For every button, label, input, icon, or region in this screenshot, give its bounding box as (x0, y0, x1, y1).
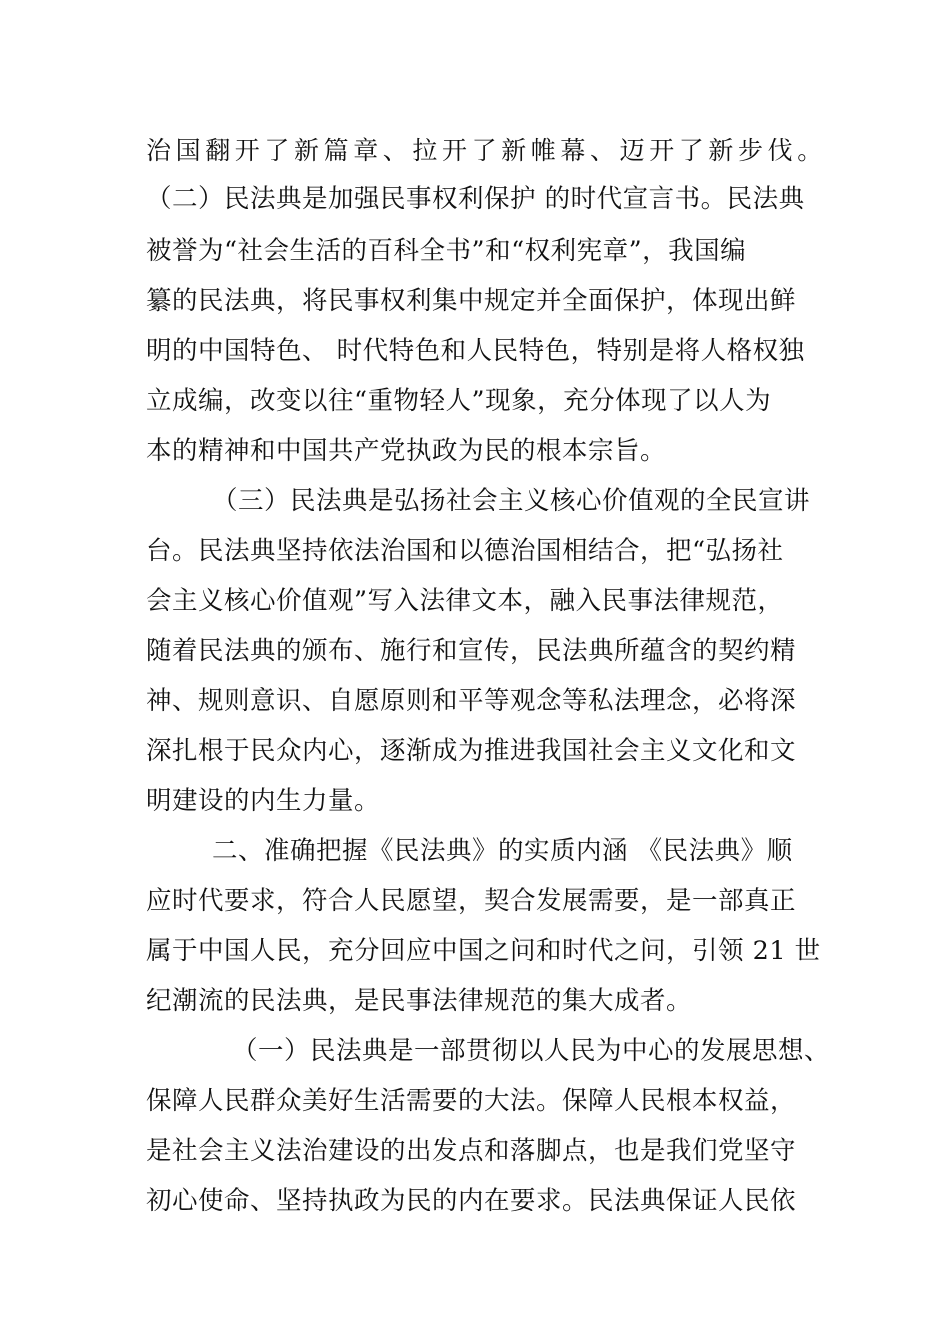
text-line: 治国翻开了新篇章、拉开了新帷幕、迈开了新步伐。 (146, 136, 827, 165)
text-line: （二）民法典是加强民事权利保护 的时代宣言书。民法典 (146, 184, 805, 214)
text-line: 随着民法典的颁布、施行和宣传，民法典所蕴含的契约精 (146, 636, 797, 666)
text-line: 明建设的内生力量。 (146, 786, 381, 816)
text-line: 纪潮流的民法典，是民事法律规范的集大成者。 (146, 986, 693, 1016)
text-line: 应时代要求，符合人民愿望，契合发展需要，是一部真正 (146, 886, 797, 916)
text-line: 二、准确把握《民法典》的实质内涵 《民法典》顺 (212, 836, 793, 866)
text-line: 立成编，改变以往“重物轻人”现象，充分体现了以人为 (146, 386, 772, 416)
text-line: 保障人民群众美好生活需要的大法。保障人民根本权益， (146, 1086, 797, 1116)
text-line: 本的精神和中国共产党执政为民的根本宗旨。 (146, 436, 667, 466)
text-line: 明的中国特色、 时代特色和人民特色，特别是将人格权独 (146, 336, 805, 366)
text-line: 台。民法典坚持依法治国和以德治国相结合，把“弘扬社 (146, 536, 784, 566)
text-line: 属于中国人民，充分回应中国之问和时代之问，引领 21 世 (146, 936, 821, 966)
text-line: 初心使命、坚持执政为民的内在要求。民法典保证人民依 (146, 1186, 797, 1216)
text-line: 纂的民法典，将民事权利集中规定并全面保护，体现出鲜 (146, 286, 797, 316)
text-line: （一）民法典是一部贯彻以人民为中心的发展思想、 (232, 1036, 831, 1066)
text-line: 被誉为“社会生活的百科全书”和“权利宪章”，我国编 (146, 236, 747, 266)
text-line: 会主义核心价值观”写入法律文本，融入民事法律规范， (146, 586, 784, 616)
text-line: 是社会主义法治建设的出发点和落脚点，也是我们党坚守 (146, 1136, 797, 1166)
text-line: （三）民法典是弘扬社会主义核心价值观的全民宣讲 (212, 486, 811, 516)
text-line: 神、规则意识、自愿原则和平等观念等私法理念，必将深 (146, 686, 797, 716)
text-line: 深扎根于民众内心，逐渐成为推进我国社会主义文化和文 (146, 736, 797, 766)
